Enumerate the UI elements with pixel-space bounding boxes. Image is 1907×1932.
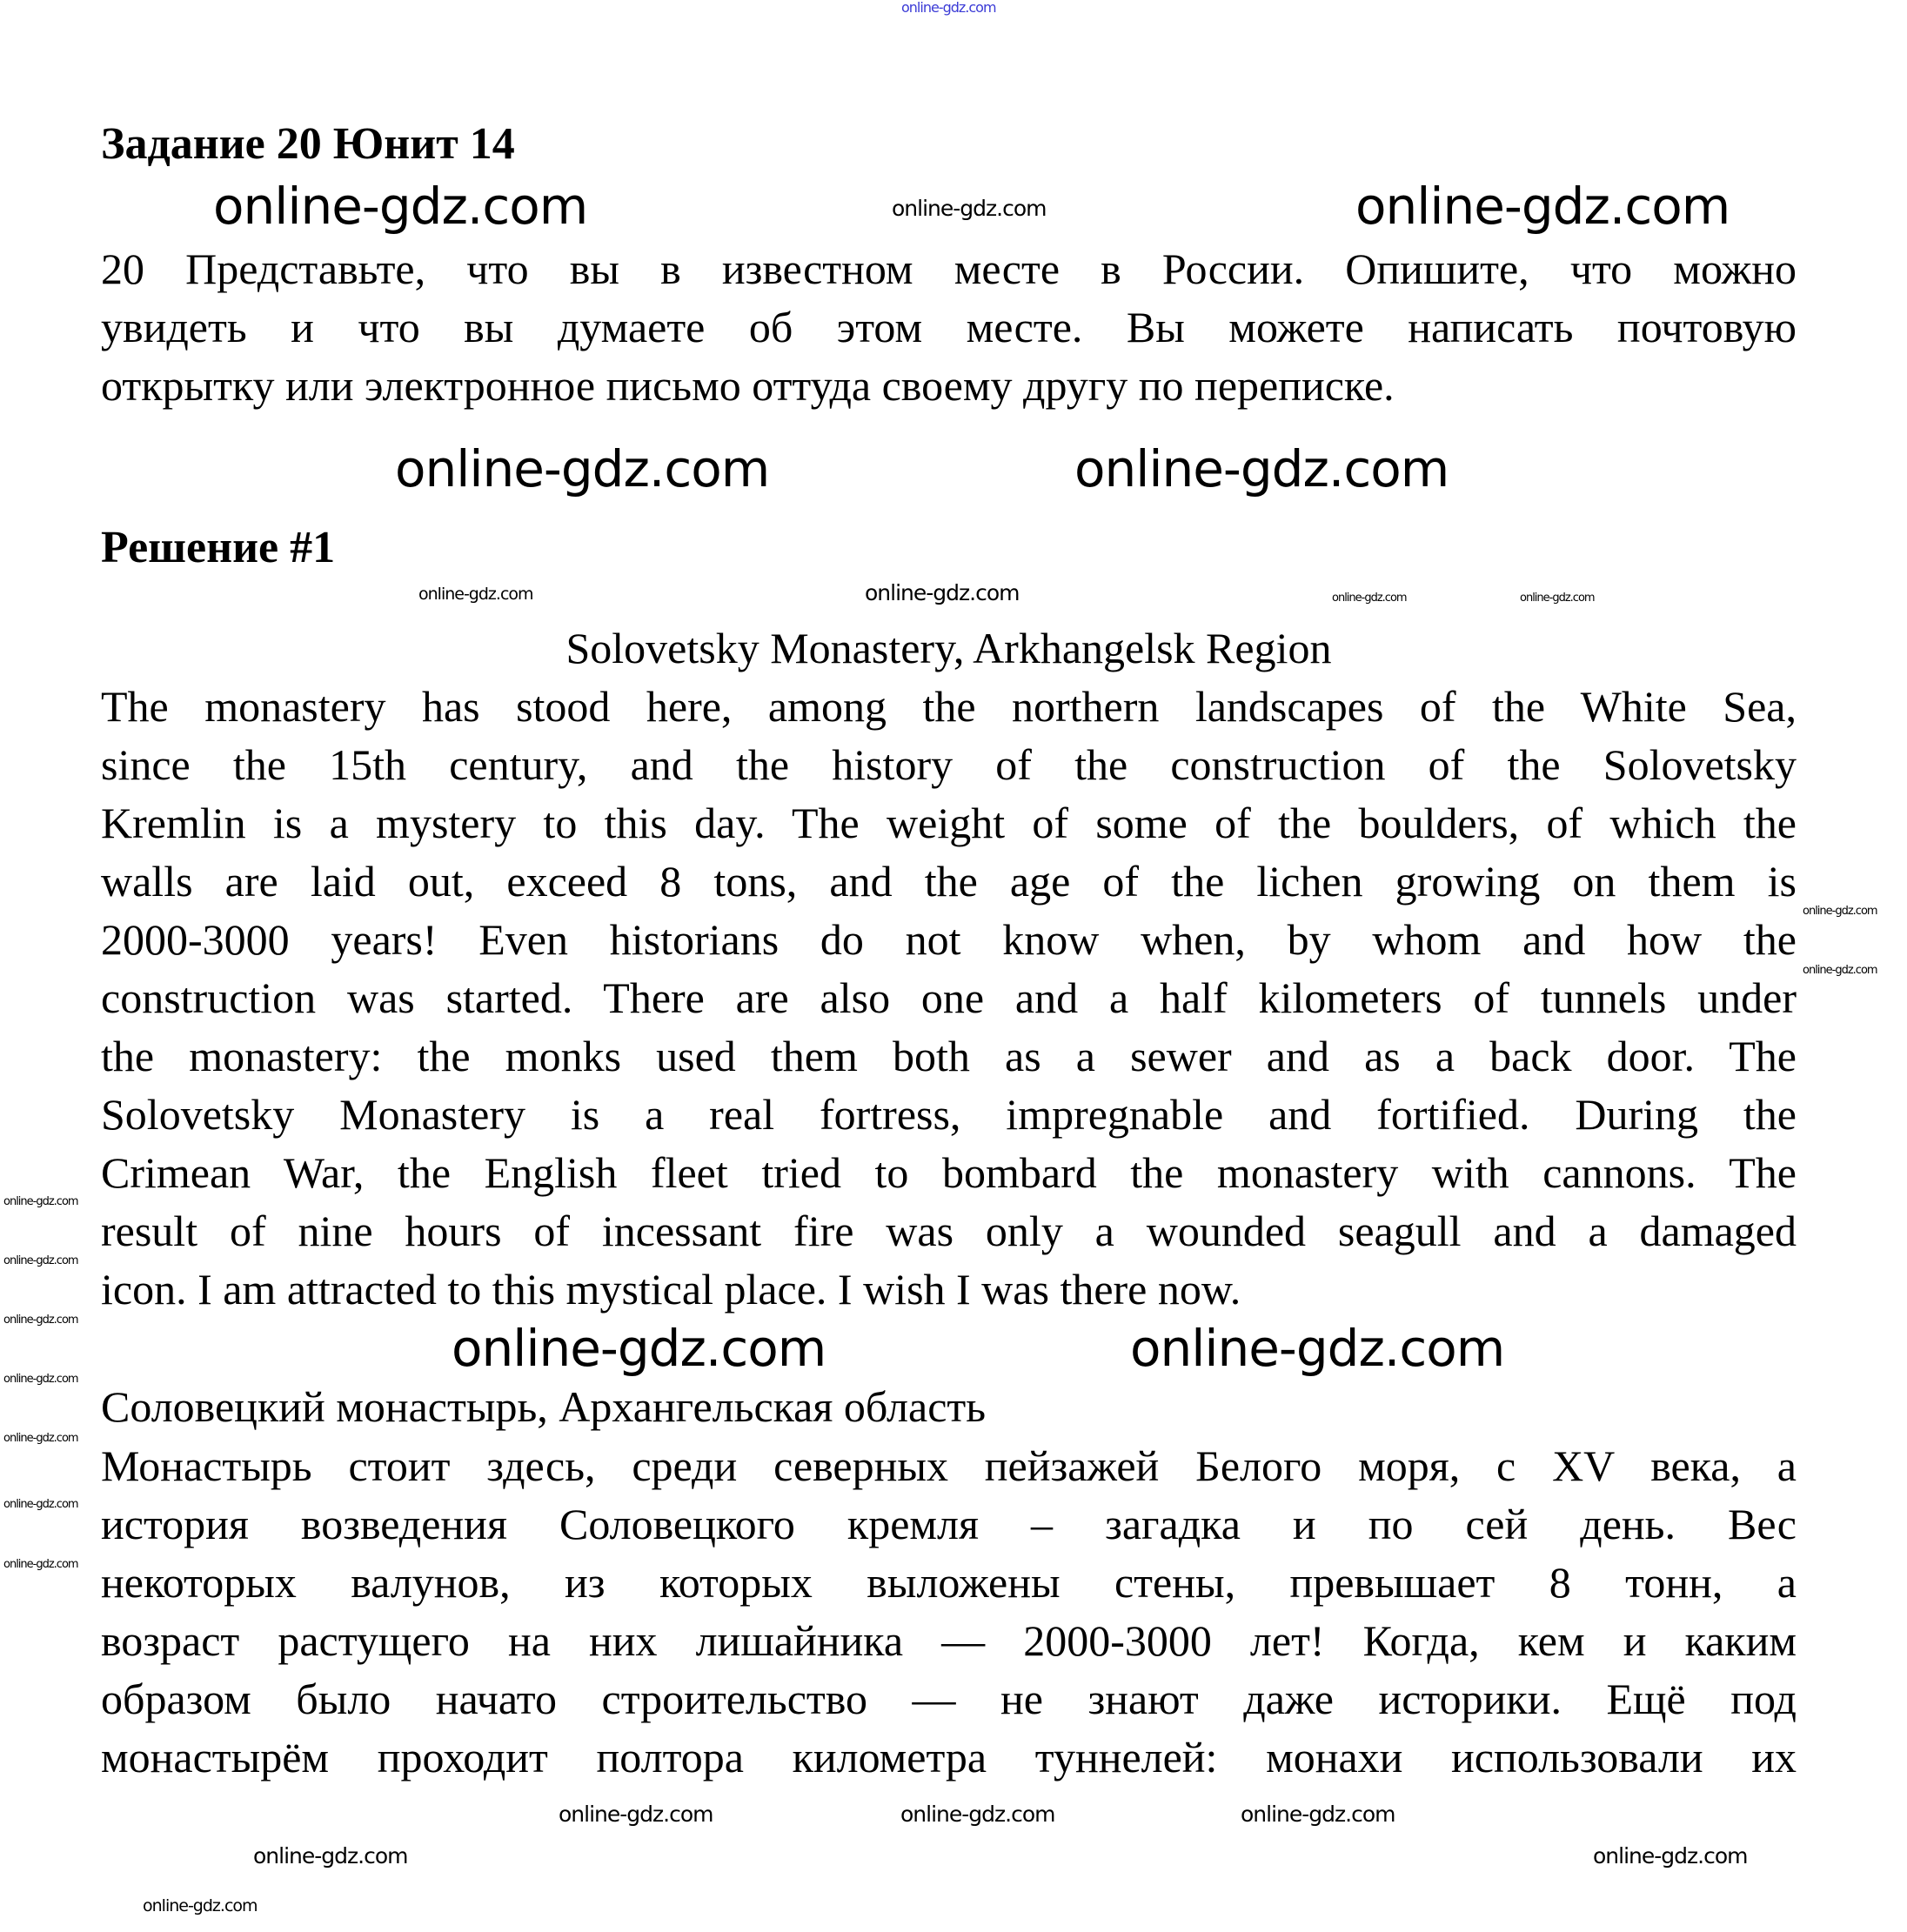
watermark: online-gdz.com	[418, 585, 533, 604]
watermark: online-gdz.com	[900, 1802, 1055, 1827]
russian-title: Соловецкий монастырь, Архангельская область	[101, 1382, 987, 1431]
watermark: online-gdz.com	[1520, 592, 1595, 605]
text-line: Kremlin is a mystery to this day. The weight of some of the boulders, of which the	[101, 799, 1797, 847]
watermark: online-gdz.com	[452, 1319, 826, 1378]
text-line: The monastery has stood here, among the northern landscapes of the White Sea,	[101, 682, 1797, 731]
watermark: online-gdz.com	[1241, 1802, 1395, 1827]
text-line: construction was started. There are also one and a half kilometers of tunnels under	[101, 973, 1797, 1022]
watermark: online-gdz.com	[1593, 1843, 1748, 1868]
text-line: некоторых валунов, из которых выложены стены, превышает 8 тонн, а	[101, 1558, 1797, 1607]
watermark: online-gdz.com	[3, 1498, 78, 1511]
text-line: образом было начато строительство — не знают даже историки. Ещё под	[101, 1675, 1797, 1723]
text-line: since the 15th century, and the history of the construction of the Solovetsky	[101, 740, 1797, 789]
text-line: Crimean War, the English fleet tried to bombard the monastery with cannons. The	[101, 1148, 1797, 1197]
watermark: online-gdz.com	[1803, 964, 1877, 977]
text-line: Монастырь стоит здесь, среди северных пейзажей Белого моря, с XV века, а	[101, 1441, 1797, 1490]
watermark: online-gdz.com	[892, 196, 1047, 221]
watermark: online-gdz.com	[1332, 592, 1407, 605]
text-line: история возведения Соловецкого кремля – загадка и по сей день. Вес	[101, 1500, 1797, 1548]
watermark: online-gdz.com	[1355, 177, 1730, 236]
text-line: the monastery: the monks used them both as a sewer and as a back door. The	[101, 1032, 1797, 1080]
watermark: online-gdz.com	[1130, 1319, 1505, 1378]
text-line: возраст растущего на них лишайника — 2000-3000 лет! Когда, кем и каким	[101, 1616, 1797, 1665]
watermark: online-gdz.com	[3, 1314, 78, 1327]
watermark: online-gdz.com	[213, 177, 588, 236]
text-line: 2000-3000 years! Even historians do not know when, by whom and how the	[101, 915, 1797, 964]
text-line: 20 Представьте, что вы в известном месте в России. Опишите, что можно	[101, 244, 1797, 293]
watermark: online-gdz.com	[253, 1843, 408, 1868]
text-line: Solovetsky Monastery is a real fortress, impregnable and fortified. During the	[101, 1090, 1797, 1139]
watermark: online-gdz.com	[143, 1896, 258, 1915]
watermark: online-gdz.com	[3, 1432, 78, 1445]
text-line: увидеть и что вы думаете об этом месте. Вы можете написать почтовую	[101, 303, 1797, 351]
watermark: online-gdz.com	[3, 1558, 78, 1571]
text-line: result of nine hours of incessant fire was only a wounded seagull and a damaged	[101, 1207, 1797, 1255]
watermark: online-gdz.com	[865, 580, 1020, 605]
text-line: walls are laid out, exceed 8 tons, and the age of the lichen growing on them is	[101, 857, 1797, 906]
text-line: icon. I am attracted to this mystical place. I wish I was there now.	[101, 1265, 1241, 1314]
watermark: online-gdz.com	[395, 439, 770, 498]
watermark: online-gdz.com	[3, 1373, 78, 1386]
page-title: Задание 20 Юнит 14	[101, 119, 515, 169]
english-title: Solovetsky Monastery, Arkhangelsk Region	[565, 624, 1332, 672]
text-line: монастырём проходит полтора километра туннелей: монахи использовали их	[101, 1733, 1797, 1782]
watermark: online-gdz.com	[901, 0, 996, 16]
watermark: online-gdz.com	[559, 1802, 713, 1827]
watermark: online-gdz.com	[3, 1195, 78, 1208]
watermark: online-gdz.com	[1074, 439, 1449, 498]
solution-title: Решение #1	[101, 523, 336, 572]
text-line: открытку или электронное письмо оттуда своему другу по переписке.	[101, 361, 1395, 410]
watermark: online-gdz.com	[1803, 905, 1877, 918]
watermark: online-gdz.com	[3, 1254, 78, 1267]
